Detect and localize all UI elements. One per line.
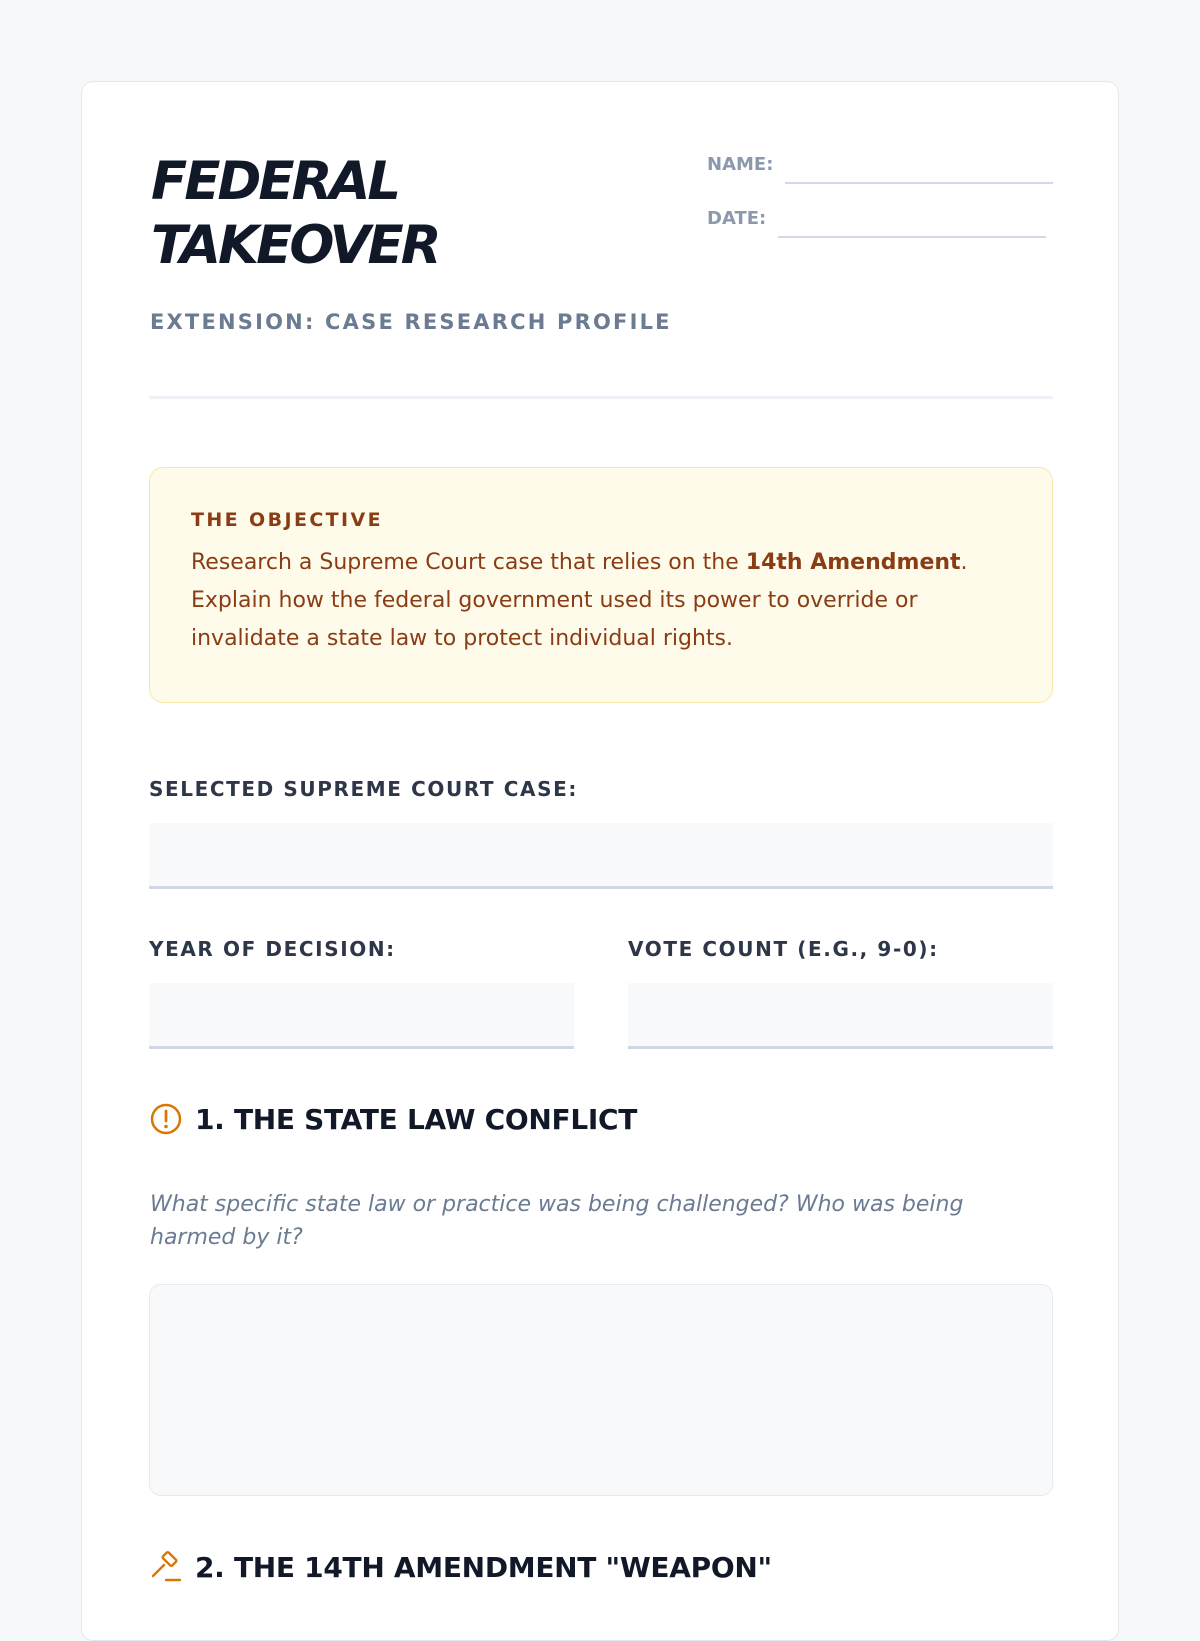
date-label: DATE:	[707, 208, 767, 229]
section-1-answer[interactable]	[149, 1284, 1053, 1496]
page-subtitle: EXTENSION: CASE RESEARCH PROFILE	[150, 310, 672, 334]
title-line-2: TAKEOVER	[151, 215, 439, 276]
year-label: YEAR OF DECISION:	[149, 937, 396, 961]
case-label: SELECTED SUPREME COURT CASE:	[149, 777, 578, 801]
name-label: NAME:	[707, 154, 774, 175]
worksheet-card	[81, 81, 1119, 1641]
section-1-prompt: What specific state law or practice was being challenged? Who was being harmed by it?	[150, 1192, 964, 1250]
section-2-title: 2. THE 14TH AMENDMENT "WEAPON"	[195, 1550, 772, 1584]
header-divider	[149, 396, 1053, 399]
year-input[interactable]	[149, 983, 574, 1049]
objective-heading: THE OBJECTIVE	[191, 509, 383, 531]
section-1-heading	[149, 1102, 637, 1136]
vote-label: VOTE COUNT (E.G., 9-0):	[628, 937, 939, 961]
objective-text-end: . Explain how the federal government used its power to override or invalidate a state law to protect individual rights.	[191, 550, 968, 651]
title-line-1: FEDERAL	[151, 151, 399, 212]
name-field[interactable]	[785, 182, 1053, 184]
objective-text	[191, 544, 991, 658]
name-row	[707, 154, 1053, 176]
case-input[interactable]	[149, 823, 1053, 889]
page-title	[151, 150, 439, 278]
date-row	[707, 208, 1046, 230]
alert-circle-icon	[149, 1102, 183, 1136]
date-field[interactable]	[778, 236, 1046, 238]
section-2-heading	[149, 1550, 772, 1584]
section-1-title: 1. THE STATE LAW CONFLICT	[195, 1102, 638, 1136]
objective-box	[149, 467, 1053, 703]
vote-input[interactable]	[628, 983, 1053, 1049]
objective-text-start: Research a Supreme Court case that relies on the	[191, 550, 746, 575]
objective-text-emphasis: 14th Amendment	[745, 550, 961, 575]
gavel-icon	[149, 1550, 183, 1584]
